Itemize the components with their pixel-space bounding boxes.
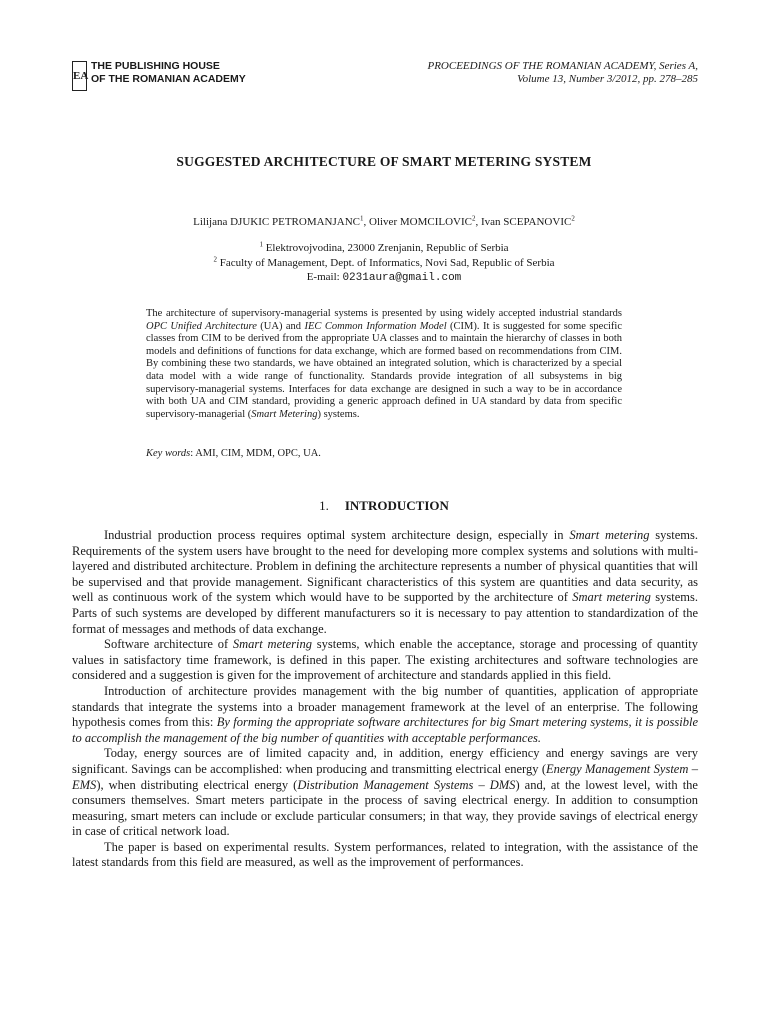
- abstract-term: Smart Metering: [251, 408, 318, 420]
- paragraph-text: Software architecture of: [104, 637, 233, 652]
- paragraph-text: Industrial production process requires optimal system architecture design, especially in: [104, 528, 570, 542]
- paragraph-term: Smart metering: [232, 637, 312, 652]
- author-list: Lilijana DJUKIC PETROMANJANC$^1$, Oliver MOMCILOVIC$^2$, Ivan SCEPANOVIC$^2$: [193, 214, 575, 228]
- journal-line-2: Volume 13, Number 3/2012, pp. 278–285: [517, 73, 698, 85]
- paragraph-term: Distribution Management Systems – DMS: [297, 777, 516, 792]
- paragraph-hypothesis: By forming the appropriate software architectures for big Smart metering systems, it is possible to accomplish the management of the big number of quantities with acceptable performances.: [72, 715, 698, 745]
- author-affiliation-mark: 2: [571, 214, 575, 223]
- affiliation-1: [0, 242, 768, 254]
- contact-email: [0, 271, 768, 284]
- paragraph-term: Smart metering: [572, 590, 651, 605]
- affiliation-text: Elektrovojvodina, 23000 Zrenjanin, Republic of Serbia: [265, 242, 509, 254]
- abstract-text: (UA) and: [256, 320, 305, 332]
- abstract-text: ) systems.: [317, 408, 360, 420]
- paragraph-term: Energy Management System – EMS: [72, 761, 699, 792]
- abstract-text: (CIM). It is suggested for some specific classes from CIM to be derived from the appropriate UA classes and to maintain the hierarchy of classes in both models and definitions of functions for data exchange, which are formed based on recommendations from CIM. By combining these two standards, we have obtained an integrated solution, which is characterized by a special data model with a wide range of functionality. Standards provide integration of all subsystems in big supervisory-managerial systems. Interfaces for data exchange are designed in such a way to be in accordance with both UA and CIM standard, providing a generic approach defined in UA standard by data from specific supervisory-managerial (: [146, 320, 622, 420]
- paragraph-2: [72, 637, 698, 684]
- paragraph-text: systems, which enable the acceptance, storage and processing of quantity values in satisfactory time framework, is defined in this paper. The existing architectures and software technologies are considered and a suggestion is given for the improvement of architecture and standards applied in this field.: [72, 637, 698, 683]
- email-label: E-mail:: [306, 271, 340, 283]
- author-affiliation-mark: 2: [471, 214, 476, 223]
- paragraph-text: The paper is based on experimental results. System performances, related to integration, with the assistance of the latest standards from this field are measured, as well as the improvement of performances.: [72, 839, 698, 870]
- affiliation-mark: 2: [213, 255, 217, 264]
- keywords-label: Key words: [146, 448, 191, 459]
- affiliation-2: [0, 257, 768, 269]
- paragraph-term: Smart metering: [569, 528, 650, 542]
- paragraph-3: [72, 684, 698, 746]
- section-heading: [0, 498, 768, 514]
- author-affiliation-mark: 1: [360, 214, 364, 223]
- paragraph-text: ), when distributing electrical energy (: [96, 777, 298, 792]
- email-address-link[interactable]: 0231aura@gmail.com: [342, 272, 462, 284]
- page-header: [72, 60, 698, 100]
- paragraph-1: [72, 528, 698, 637]
- journal-line-1: PROCEEDINGS OF THE ROMANIAN ACADEMY, Series A,: [427, 60, 698, 72]
- paragraph-text: ) and, at the lowest level, with the consumers themselves. Smart meters participate in the process of saving electrical energy. In addition to consumption measuring, smart meters can include or exclude particular consumers; in that way, they provide savings of electrical energy in case of critical network load.: [72, 777, 698, 839]
- paragraph-text: Introduction of architecture provides management with the big number of quantities, application of appropriate standards that integrate the systems into a broader management framework at the level of an enterprise. The following hypothesis comes from this:: [72, 683, 698, 730]
- affiliation-mark: 1: [259, 240, 263, 249]
- paragraph-5: [72, 840, 698, 871]
- publisher-line-2: OF THE ROMANIAN ACADEMY: [91, 73, 246, 85]
- section-number: 1.: [319, 498, 329, 513]
- journal-citation: [427, 60, 698, 86]
- abstract-term: IEC Common Information Model: [304, 320, 447, 332]
- paragraph-4: [72, 746, 698, 840]
- paragraph-text: Today, energy sources are of limited capacity and, in addition, energy efficiency and energy savings are very significant. Savings can be accomplished: when producing and transmitting electrical energy (: [72, 746, 698, 776]
- keywords-text: : AMI, CIM, MDM, OPC, UA.: [190, 448, 321, 459]
- body-text: [72, 528, 698, 871]
- publisher-name: [91, 60, 246, 86]
- author-name: Lilijana DJUKIC PETROMANJANC: [193, 216, 360, 228]
- abstract-text: The architecture of supervisory-managerial systems is presented by using widely accepted industrial standards: [146, 308, 622, 319]
- section-title: INTRODUCTION: [344, 498, 449, 513]
- paragraph-text: systems. Parts of such systems are developed by different manufacturers so it is necessary to pay attention to standardization of the format of messages and methods of data exchange.: [72, 590, 698, 636]
- publisher-line-1: THE PUBLISHING HOUSE: [91, 60, 220, 72]
- author-name: Ivan SCEPANOVIC: [480, 216, 572, 228]
- affiliation-text: Faculty of Management, Dept. of Informatics, Novi Sad, Republic of Serbia: [219, 257, 555, 269]
- academy-logo-icon: EA: [72, 61, 87, 91]
- keywords: [146, 448, 622, 459]
- paper-title: SUGGESTED ARCHITECTURE OF SMART METERING SYSTEM: [176, 154, 592, 169]
- paragraph-text: systems. Requirements of the system users have brought to the need for developing more complex systems and solutions with multi-layered and distributed architecture. Problem in defining the architecture represents a number of physical quantities that will be supervised and that provide management. Significant characteristics of this system are quantities and data security, as well as continuous work of the system which would have to be supported by the architecture of: [72, 528, 698, 605]
- abstract-term: OPC Unified Architecture: [146, 320, 257, 332]
- abstract: [146, 308, 622, 421]
- author-name: Oliver MOMCILOVIC: [369, 216, 472, 228]
